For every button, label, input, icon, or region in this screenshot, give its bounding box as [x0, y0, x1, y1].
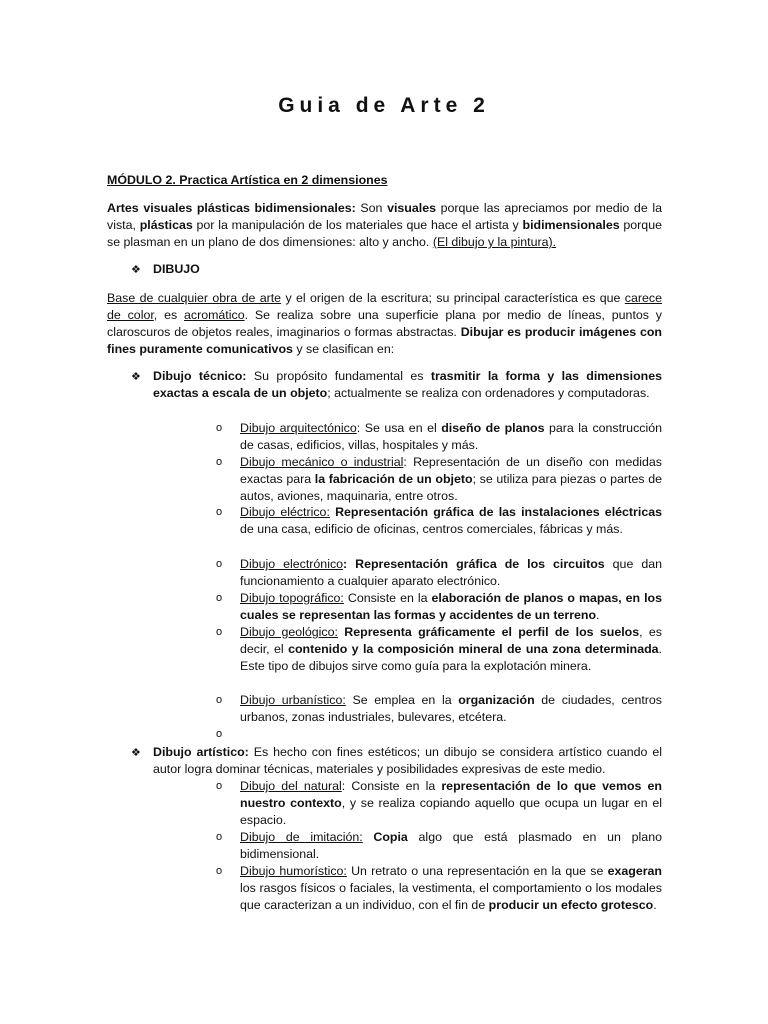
- dibujo-artistico-item: Dibujo artístico: Es hecho con fines estéticos; un dibujo se considera artístico cuando el autor logra dominar técnicas, materiales y posibilidades expresivas de este medio.: [153, 745, 662, 776]
- dibujo-urbanistico-item: Dibujo urbanístico: Se emplea en la organización de ciudades, centros urbanos, zonas industriales, bulevares, etcétera.: [240, 693, 662, 724]
- dibujo-imitacion-item: Dibujo de imitación: Copia algo que está plasmado en un plano bidimensional.: [240, 830, 662, 861]
- circle-bullet-icon: o: [216, 558, 223, 570]
- circle-bullet-icon: o: [216, 422, 223, 434]
- circle-bullet-icon: o: [216, 694, 223, 706]
- intro-paragraph: Artes visuales plásticas bidimensionales: Son visuales porque las apreciamos por medio de la vista, plásticas por la manipulación de los materiales que hace el artista y bidimensionales porque se plasman en un plano de dos dimensiones: alto y ancho. (El dibujo y la pintura).: [107, 201, 662, 249]
- dibujo-arquitectonico-item: Dibujo arquitectónico: Se usa en el diseño de planos para la construcción de casas, edificios, villas, hospitales y más.: [240, 421, 662, 452]
- diamond-bullet-icon: ❖: [131, 747, 141, 759]
- circle-bullet-icon: o: [216, 728, 223, 740]
- dibujo-heading: DIBUJO: [153, 262, 200, 276]
- dibujo-tecnico-item: Dibujo técnico: Su propósito fundamental es trasmitir la forma y las dimensiones exactas a escala de un objeto; actualmente se realiza con ordenadores y computadoras.: [153, 369, 663, 400]
- circle-bullet-icon: o: [216, 626, 223, 638]
- dibujo-topografico-item: Dibujo topográfico: Consiste en la elaboración de planos o mapas, en los cuales se representan las formas y accidentes de un terreno.: [240, 591, 662, 622]
- dibujo-description: Base de cualquier obra de arte y el origen de la escritura; su principal característica es que carece de color, es acromático. Se realiza sobre una superficie plana por medio de líneas, puntos y claroscuros de objetos reales, imaginarios o formas abstractas. Dibujar es producir imágenes con fines puramente comunicativos y se clasifican en:: [107, 291, 662, 356]
- circle-bullet-icon: o: [216, 592, 223, 604]
- circle-bullet-icon: o: [216, 831, 223, 843]
- circle-bullet-icon: o: [216, 456, 223, 468]
- dibujo-electrico-item: Dibujo eléctrico: Representación gráfica de las instalaciones eléctricas de una casa, edificio de oficinas, centros comerciales, fábricas y más.: [240, 505, 662, 536]
- diamond-bullet-icon: ❖: [131, 371, 141, 383]
- dibujo-humoristico-item: Dibujo humorístico: Un retrato o una representación en la que se exageran los rasgos físicos o faciales, la vestimenta, el comportamiento o los modales que caracterizan a un individuo, con el fin de producir un efecto grotesco.: [240, 864, 662, 912]
- dibujo-geologico-item: Dibujo geológico: Representa gráficamente el perfil de los suelos, es decir, el contenido y la composición mineral de una zona determinada. Este tipo de dibujos sirve como guía para la explotación minera.: [240, 625, 662, 673]
- diamond-bullet-icon: ❖: [131, 264, 141, 276]
- circle-bullet-icon: o: [216, 865, 223, 877]
- circle-bullet-icon: o: [216, 780, 223, 792]
- dibujo-electronico-item: Dibujo electrónico: Representación gráfica de los circuitos que dan funcionamiento a cualquier aparato electrónico.: [240, 557, 663, 588]
- dibujo-natural-item: Dibujo del natural: Consiste en la representación de lo que vemos en nuestro contexto, y se realiza copiando aquello que ocupa un lugar en el espacio.: [240, 779, 663, 827]
- circle-bullet-icon: o: [216, 506, 223, 518]
- page-title: Guia de Arte 2: [278, 94, 490, 117]
- dibujo-mecanico-item: Dibujo mecánico o industrial: Representación de un diseño con medidas exactas para la fabricación de un objeto; se utiliza para piezas o partes de autos, aviones, maquinaria, entre otros.: [240, 455, 662, 503]
- module-heading: MÓDULO 2. Practica Artística en 2 dimensiones: [107, 173, 388, 187]
